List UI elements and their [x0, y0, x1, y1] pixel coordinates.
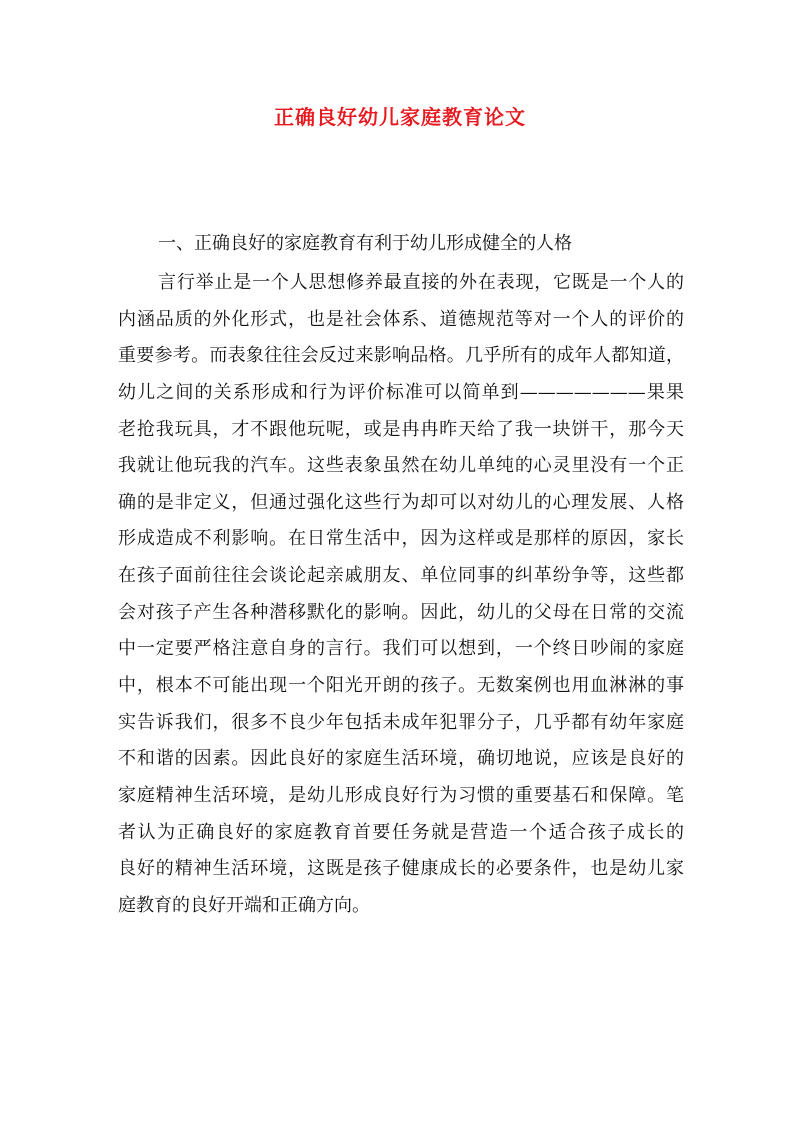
paragraph-line: 会对孩子产生各种潜移默化的影响。因此，幼儿的父母在日常的交流	[118, 601, 684, 623]
paragraph-line: 者认为正确良好的家庭教育首要任务就是营造一个适合孩子成长的	[118, 821, 684, 843]
paragraph-line: 在孩子面前往往会谈论起亲戚朋友、单位同事的纠革纷争等，这些都	[118, 565, 684, 587]
document-title: 正确良好幼儿家庭教育论文	[274, 105, 526, 129]
paragraph-line: 老抢我玩具，才不跟他玩呢，或是冉冉昨天给了我一块饼干，那今天	[118, 418, 684, 440]
paragraph-line: 家庭精神生活环境，是幼儿形成良好行为习惯的重要基石和保障。笔	[118, 784, 684, 806]
paragraph-line: 幼儿之间的关系形成和行为评价标准可以简单到———————果果	[118, 381, 684, 403]
paragraph-line: 不和谐的因素。因此良好的家庭生活环境，确切地说，应该是良好的	[118, 748, 684, 770]
paragraph-line: 内涵品质的外化形式，也是社会体系、道德规范等对一个人的评价的	[118, 308, 684, 330]
paragraph-line: 庭教育的良好开端和正确方向。	[118, 894, 370, 916]
body-paragraph	[118, 265, 684, 925]
paragraph-line: 形成造成不利影响。在日常生活中，因为这样或是那样的原因，家长	[118, 528, 684, 550]
paragraph-line: 确的是非定义，但通过强化这些行为却可以对幼儿的心理发展、人格	[118, 491, 684, 513]
paragraph-line: 良好的精神生活环境，这既是孩子健康成长的必要条件，也是幼儿家	[118, 858, 684, 880]
paragraph-line: 重要参考。而表象往往会反过来影响品格。几乎所有的成年人都知道，	[118, 345, 684, 367]
paragraph-line: 实告诉我们，很多不良少年包括未成年犯罪分子，几乎都有幼年家庭	[118, 711, 684, 733]
section-heading: 一、正确良好的家庭教育有利于幼儿形成健全的人格	[158, 233, 572, 254]
paragraph-line: 中一定要严格注意自身的言行。我们可以想到，一个终日吵闹的家庭	[118, 638, 684, 660]
paragraph-line: 言行举止是一个人思想修养最直接的外在表现，它既是一个人的	[158, 272, 684, 293]
paragraph-line: 中，根本不可能出现一个阳光开朗的孩子。无数案例也用血淋淋的事	[118, 675, 684, 697]
paragraph-line: 我就让他玩我的汽车。这些表象虽然在幼儿单纯的心灵里没有一个正	[118, 455, 684, 477]
